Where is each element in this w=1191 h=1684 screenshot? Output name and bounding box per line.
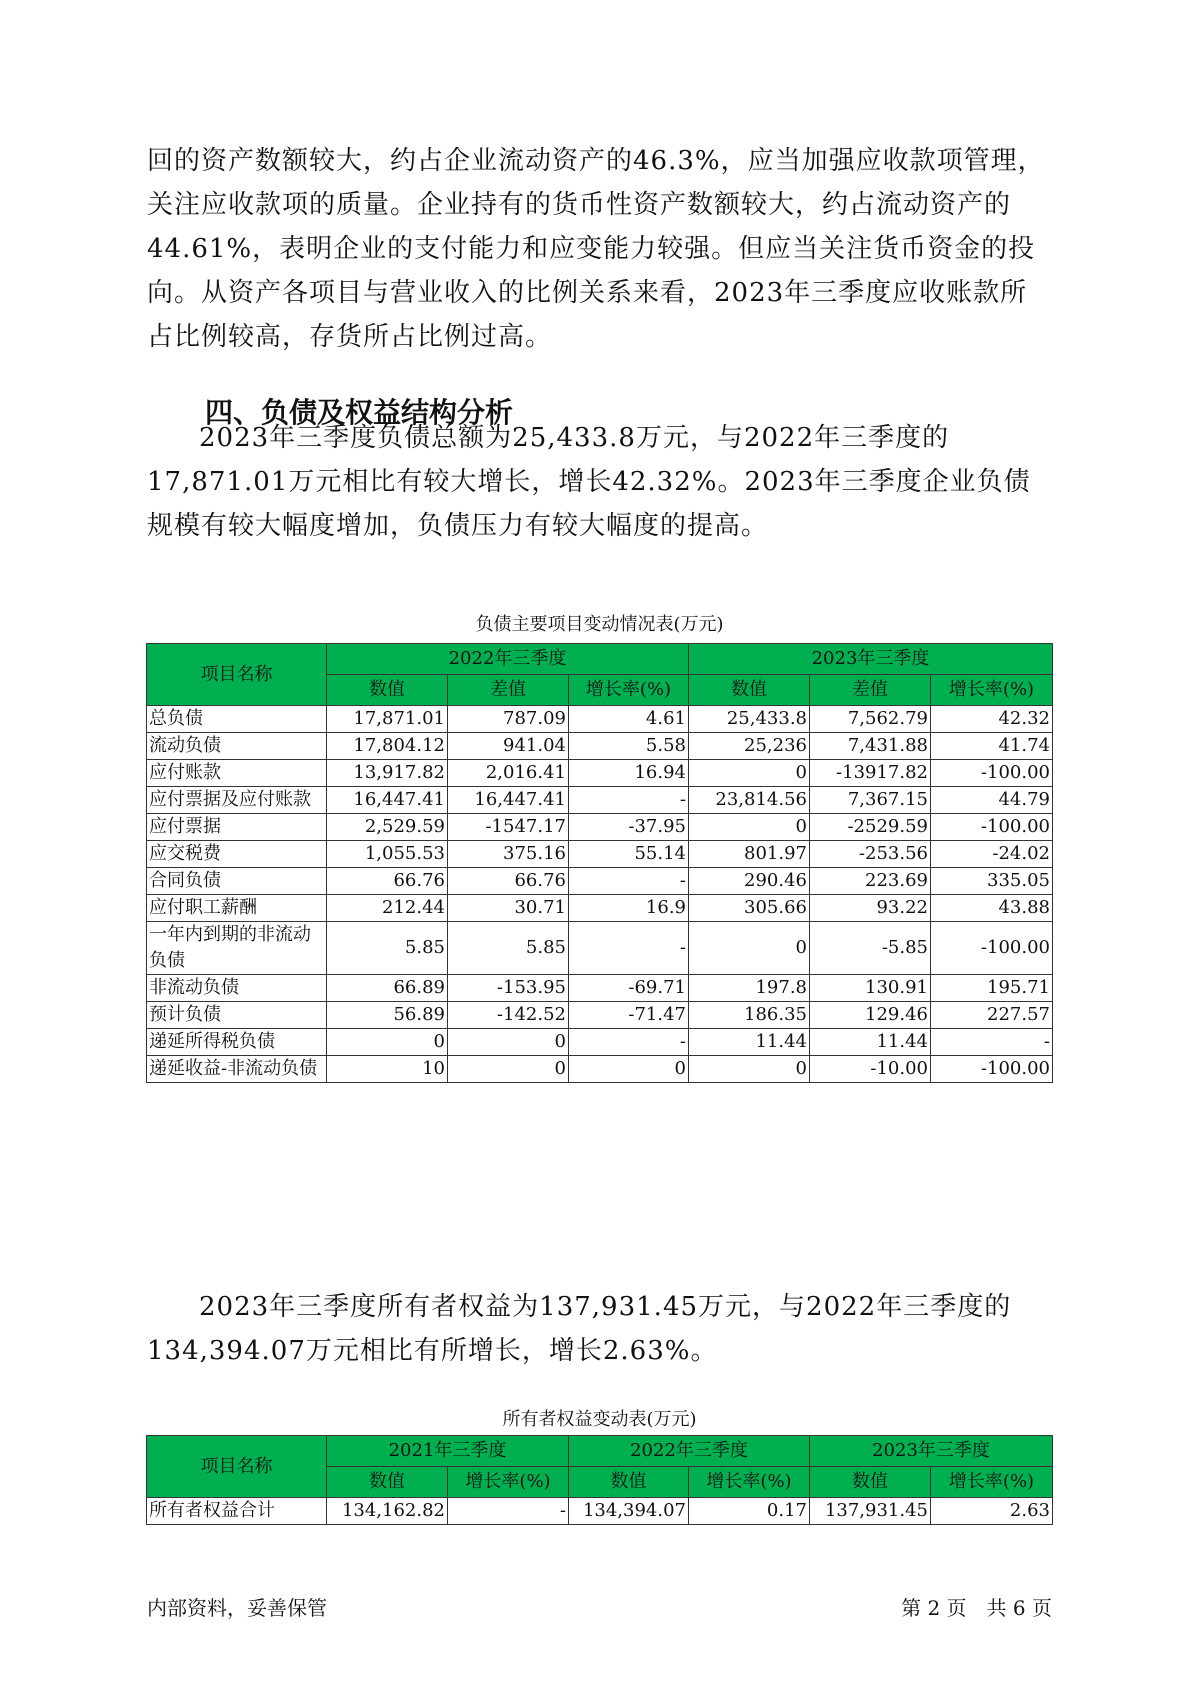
header-value: 数值 bbox=[327, 675, 448, 706]
header-diff: 差值 bbox=[448, 675, 569, 706]
header-period-2023: 2023年三季度 bbox=[689, 644, 1053, 675]
row-name: 合同负债 bbox=[147, 868, 327, 895]
table-row bbox=[147, 787, 1053, 814]
header-rate: 增长率(%) bbox=[931, 1467, 1053, 1498]
cell-rate: -69.71 bbox=[569, 975, 689, 1002]
cell-diff: 7,367.15 bbox=[810, 787, 931, 814]
table-row bbox=[147, 1056, 1053, 1083]
header-item-name: 项目名称 bbox=[147, 644, 327, 706]
cell-diff: -10.00 bbox=[810, 1056, 931, 1083]
cell-rate: 4.61 bbox=[569, 706, 689, 733]
cell-value: 290.46 bbox=[689, 868, 810, 895]
row-name: 应付票据及应付账款 bbox=[147, 787, 327, 814]
cell-rate: 43.88 bbox=[931, 895, 1053, 922]
cell-rate: 5.58 bbox=[569, 733, 689, 760]
cell-diff: 787.09 bbox=[448, 706, 569, 733]
cell-diff: 66.76 bbox=[448, 868, 569, 895]
liability-table-caption: 负债主要项目变动情况表(万元) bbox=[475, 614, 724, 635]
cell-diff: 7,431.88 bbox=[810, 733, 931, 760]
table-row bbox=[147, 841, 1053, 868]
cell-value: 212.44 bbox=[327, 895, 448, 922]
footer-confidential-note: 内部资料，妥善保管 bbox=[147, 1596, 327, 1620]
cell-diff: 0 bbox=[448, 1056, 569, 1083]
cell-rate: -100.00 bbox=[931, 760, 1053, 787]
cell-value: 17,804.12 bbox=[327, 733, 448, 760]
cell-value: 56.89 bbox=[327, 1002, 448, 1029]
table-row bbox=[147, 760, 1053, 787]
cell-rate: - bbox=[569, 922, 689, 975]
table-row bbox=[147, 868, 1053, 895]
cell-value: 66.89 bbox=[327, 975, 448, 1002]
liability-table-body bbox=[147, 706, 1053, 1083]
row-name: 非流动负债 bbox=[147, 975, 327, 1002]
header-period-2023: 2023年三季度 bbox=[810, 1436, 1053, 1467]
cell-value: 134,394.07 bbox=[569, 1498, 689, 1525]
header-period-2022: 2022年三季度 bbox=[569, 1436, 810, 1467]
cell-rate: -37.95 bbox=[569, 814, 689, 841]
cell-rate: 55.14 bbox=[569, 841, 689, 868]
table-row bbox=[147, 1002, 1053, 1029]
cell-value: 137,931.45 bbox=[810, 1498, 931, 1525]
cell-rate: -24.02 bbox=[931, 841, 1053, 868]
row-name: 一年内到期的非流动负债 bbox=[147, 922, 327, 975]
table-row bbox=[147, 1498, 1053, 1525]
row-name: 应付账款 bbox=[147, 760, 327, 787]
row-name: 递延收益-非流动负债 bbox=[147, 1056, 327, 1083]
cell-diff: 93.22 bbox=[810, 895, 931, 922]
cell-diff: 941.04 bbox=[448, 733, 569, 760]
header-item-name: 项目名称 bbox=[147, 1436, 327, 1498]
cell-diff: -253.56 bbox=[810, 841, 931, 868]
cell-rate: -100.00 bbox=[931, 1056, 1053, 1083]
cell-value: 197.8 bbox=[689, 975, 810, 1002]
row-name: 应付票据 bbox=[147, 814, 327, 841]
cell-diff: 0 bbox=[448, 1029, 569, 1056]
cell-value: 25,236 bbox=[689, 733, 810, 760]
cell-diff: 30.71 bbox=[448, 895, 569, 922]
cell-rate: 16.9 bbox=[569, 895, 689, 922]
cell-value: 16,447.41 bbox=[327, 787, 448, 814]
header-value: 数值 bbox=[327, 1467, 448, 1498]
cell-diff: 11.44 bbox=[810, 1029, 931, 1056]
row-name: 所有者权益合计 bbox=[147, 1498, 327, 1525]
cell-diff: 2,016.41 bbox=[448, 760, 569, 787]
table-row bbox=[147, 814, 1053, 841]
paragraph-asset-summary: 回的资产数额较大，约占企业流动资产的46.3%，应当加强应收款项管理，关注应收款项的质量。企业持有的货币性资产数额较大，约占流动资产的44.61%，表明企业的支付能力和应变能力较强。但应当关注货币资金的投向。从资产各项目与营业收入的比例关系来看，2023年三季度应收账款所占比例较高，存货所占比例过高。 bbox=[147, 146, 1045, 352]
header-rate: 增长率(%) bbox=[448, 1467, 569, 1498]
equity-table bbox=[146, 1435, 1053, 1525]
cell-value: 305.66 bbox=[689, 895, 810, 922]
cell-rate: 0 bbox=[569, 1056, 689, 1083]
cell-value: 25,433.8 bbox=[689, 706, 810, 733]
cell-rate: -71.47 bbox=[569, 1002, 689, 1029]
cell-diff: 16,447.41 bbox=[448, 787, 569, 814]
header-rate: 增长率(%) bbox=[569, 675, 689, 706]
cell-value: 1,055.53 bbox=[327, 841, 448, 868]
cell-diff: 223.69 bbox=[810, 868, 931, 895]
cell-rate: - bbox=[569, 868, 689, 895]
table-row bbox=[147, 975, 1053, 1002]
cell-value: 0 bbox=[327, 1029, 448, 1056]
header-period-2021: 2021年三季度 bbox=[327, 1436, 569, 1467]
cell-rate: - bbox=[569, 787, 689, 814]
paragraph-equity-summary: 2023年三季度所有者权益为137,931.45万元，与2022年三季度的134,394.07万元相比有所增长，增长2.63%。 bbox=[147, 1292, 1012, 1366]
cell-value: 0 bbox=[689, 760, 810, 787]
footer-page-number: 第 2 页 共 6 页 bbox=[901, 1596, 1052, 1620]
cell-rate: -100.00 bbox=[931, 814, 1053, 841]
cell-value: 0 bbox=[689, 1056, 810, 1083]
cell-rate: 335.05 bbox=[931, 868, 1053, 895]
table-row bbox=[147, 706, 1053, 733]
cell-value: 134,162.82 bbox=[327, 1498, 448, 1525]
cell-value: 11.44 bbox=[689, 1029, 810, 1056]
cell-diff: -2529.59 bbox=[810, 814, 931, 841]
row-name: 应交税费 bbox=[147, 841, 327, 868]
cell-value: 17,871.01 bbox=[327, 706, 448, 733]
cell-rate: -100.00 bbox=[931, 922, 1053, 975]
liability-table bbox=[146, 643, 1053, 1083]
header-value: 数值 bbox=[569, 1467, 689, 1498]
header-rate: 增长率(%) bbox=[689, 1467, 810, 1498]
cell-value: 186.35 bbox=[689, 1002, 810, 1029]
cell-rate: - bbox=[448, 1498, 569, 1525]
cell-value: 23,814.56 bbox=[689, 787, 810, 814]
cell-diff: -5.85 bbox=[810, 922, 931, 975]
table-row bbox=[147, 1029, 1053, 1056]
cell-diff: 375.16 bbox=[448, 841, 569, 868]
cell-rate: 42.32 bbox=[931, 706, 1053, 733]
cell-diff: 130.91 bbox=[810, 975, 931, 1002]
cell-diff: -142.52 bbox=[448, 1002, 569, 1029]
cell-rate: 227.57 bbox=[931, 1002, 1053, 1029]
cell-value: 13,917.82 bbox=[327, 760, 448, 787]
cell-rate: - bbox=[931, 1029, 1053, 1056]
cell-rate: 44.79 bbox=[931, 787, 1053, 814]
section-heading: 四、负债及权益结构分析 bbox=[205, 396, 514, 429]
cell-value: 0 bbox=[689, 922, 810, 975]
row-name: 流动负债 bbox=[147, 733, 327, 760]
cell-diff: -153.95 bbox=[448, 975, 569, 1002]
cell-rate: 195.71 bbox=[931, 975, 1053, 1002]
equity-table-caption: 所有者权益变动表(万元) bbox=[502, 1409, 697, 1430]
paragraph-liability-summary: 2023年三季度负债总额为25,433.8万元，与2022年三季度的17,871.01万元相比有较大增长，增长42.32%。2023年三季度企业负债规模有较大幅度增加，负债压力有较大幅度的提高。 bbox=[147, 423, 1031, 541]
header-period-2022: 2022年三季度 bbox=[327, 644, 689, 675]
cell-rate: 0.17 bbox=[689, 1498, 810, 1525]
cell-diff: -1547.17 bbox=[448, 814, 569, 841]
cell-diff: 129.46 bbox=[810, 1002, 931, 1029]
cell-value: 66.76 bbox=[327, 868, 448, 895]
row-name: 预计负债 bbox=[147, 1002, 327, 1029]
row-name: 递延所得税负债 bbox=[147, 1029, 327, 1056]
cell-rate: 16.94 bbox=[569, 760, 689, 787]
cell-value: 801.97 bbox=[689, 841, 810, 868]
table-row bbox=[147, 895, 1053, 922]
cell-diff: 5.85 bbox=[448, 922, 569, 975]
cell-value: 5.85 bbox=[327, 922, 448, 975]
cell-value: 0 bbox=[689, 814, 810, 841]
row-name: 应付职工薪酬 bbox=[147, 895, 327, 922]
header-diff: 差值 bbox=[810, 675, 931, 706]
cell-value: 10 bbox=[327, 1056, 448, 1083]
header-value: 数值 bbox=[689, 675, 810, 706]
table-row bbox=[147, 733, 1053, 760]
table-row bbox=[147, 922, 1053, 975]
row-name: 总负债 bbox=[147, 706, 327, 733]
header-value: 数值 bbox=[810, 1467, 931, 1498]
cell-diff: -13917.82 bbox=[810, 760, 931, 787]
header-rate: 增长率(%) bbox=[931, 675, 1053, 706]
cell-rate: 2.63 bbox=[931, 1498, 1053, 1525]
cell-value: 2,529.59 bbox=[327, 814, 448, 841]
cell-diff: 7,562.79 bbox=[810, 706, 931, 733]
cell-rate: - bbox=[569, 1029, 689, 1056]
cell-rate: 41.74 bbox=[931, 733, 1053, 760]
